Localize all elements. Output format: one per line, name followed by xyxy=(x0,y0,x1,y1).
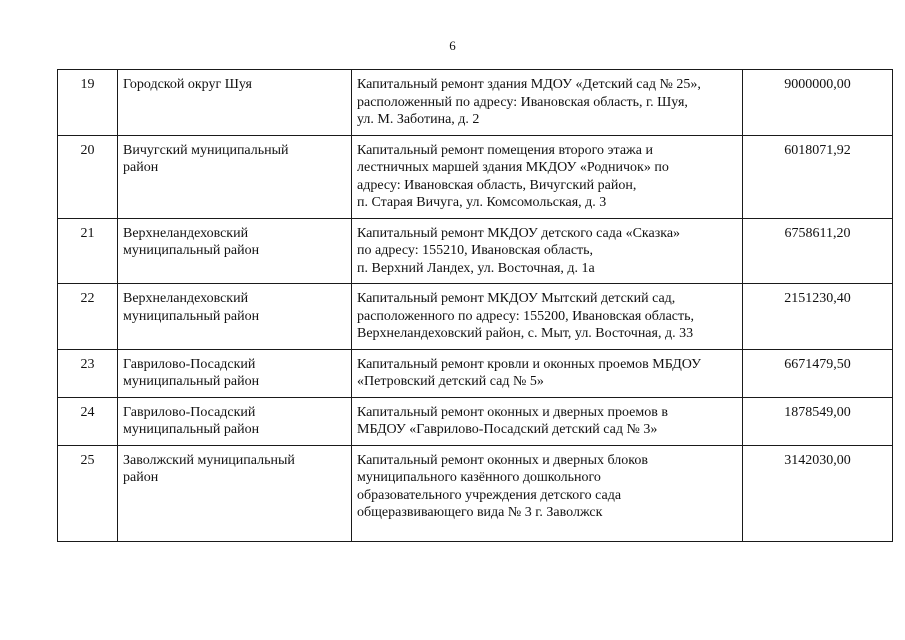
object-line: Капитальный ремонт здания МДОУ «Детский сад № 25», xyxy=(357,77,701,92)
municipality-cell xyxy=(118,218,352,284)
page-number: 6 xyxy=(449,38,456,53)
table-row xyxy=(58,135,893,218)
municipality-line: район xyxy=(123,160,159,175)
row-number: 22 xyxy=(58,284,118,350)
object-line: адресу: Ивановская область, Вичугский район, xyxy=(357,177,637,193)
object-line: Капитальный ремонт оконных и дверных проемов в xyxy=(357,404,668,420)
municipality-line: район xyxy=(123,470,159,485)
municipality-line: Гаврилово-Посадский xyxy=(123,404,256,420)
table-row xyxy=(58,349,893,397)
table-row xyxy=(58,284,893,350)
amount-cell: 3142030,00 xyxy=(743,445,893,541)
object-description-cell xyxy=(352,218,743,284)
row-number: 20 xyxy=(58,135,118,218)
municipality-cell xyxy=(118,70,352,136)
table-row xyxy=(58,70,893,136)
object-line: МБДОУ «Гаврилово-Посадский детский сад № 3» xyxy=(357,422,658,437)
table-row xyxy=(58,397,893,445)
table-row xyxy=(58,445,893,541)
municipality-cell xyxy=(118,397,352,445)
municipality-line: Верхнеландеховский xyxy=(123,225,249,241)
amount-cell: 2151230,40 xyxy=(743,284,893,350)
object-line: Капитальный ремонт МКДОУ Мытский детский сад, xyxy=(357,291,676,306)
amount-cell: 6671479,50 xyxy=(743,349,893,397)
object-line: образовательного учреждения детского сада xyxy=(357,487,622,503)
object-line: п. Верхний Ландех, ул. Восточная, д. 1а xyxy=(357,260,595,276)
municipality-line: Гаврилово-Посадский xyxy=(123,356,256,372)
object-line: «Петровский детский сад № 5» xyxy=(357,374,544,389)
object-line: Капитальный ремонт кровли и оконных проемов МБДОУ xyxy=(357,356,702,372)
object-line: расположенный по адресу: Ивановская область, г. Шуя, xyxy=(357,94,688,110)
amount-cell: 6758611,20 xyxy=(743,218,893,284)
object-description-cell xyxy=(352,70,743,136)
municipality-line: муниципальный район xyxy=(123,374,260,389)
municipality-line: муниципальный район xyxy=(123,422,260,437)
row-number: 19 xyxy=(58,70,118,136)
amount-cell: 9000000,00 xyxy=(743,70,893,136)
municipality-cell xyxy=(118,349,352,397)
object-description-cell xyxy=(352,445,743,541)
object-line: муниципального казённого дошкольного xyxy=(357,470,601,485)
object-line: Капитальный ремонт помещения второго этажа и xyxy=(357,142,653,158)
object-line: Капитальный ремонт оконных и дверных блоков xyxy=(357,452,648,468)
funding-table xyxy=(57,69,893,542)
object-line: п. Старая Вичуга, ул. Комсомольская, д. 3 xyxy=(357,195,607,210)
object-description-cell xyxy=(352,349,743,397)
object-line: по адресу: 155210, Ивановская область, xyxy=(357,243,594,258)
municipality-cell xyxy=(118,445,352,541)
object-line: Капитальный ремонт МКДОУ детского сада «Сказка» xyxy=(357,225,681,241)
object-line: общеразвивающего вида № 3 г. Заволжск xyxy=(357,505,603,520)
municipality-line: Городской округ Шуя xyxy=(123,77,252,92)
object-line: лестничных маршей здания МКДОУ «Родничок» по xyxy=(357,160,669,175)
row-number: 21 xyxy=(58,218,118,284)
object-line: расположенного по адресу: 155200, Ивановская область, xyxy=(357,308,694,324)
municipality-line: Заволжский муниципальный xyxy=(123,452,295,468)
municipality-cell xyxy=(118,284,352,350)
object-line: ул. М. Заботина, д. 2 xyxy=(357,112,480,127)
municipality-line: муниципальный район xyxy=(123,308,260,324)
object-description-cell xyxy=(352,284,743,350)
amount-cell: 6018071,92 xyxy=(743,135,893,218)
amount-cell: 1878549,00 xyxy=(743,397,893,445)
municipality-line: муниципальный район xyxy=(123,243,260,258)
object-description-cell xyxy=(352,397,743,445)
table-row xyxy=(58,218,893,284)
row-number: 23 xyxy=(58,349,118,397)
municipality-line: Верхнеландеховский xyxy=(123,291,249,306)
object-line: Верхнеландеховский район, с. Мыт, ул. Восточная, д. 33 xyxy=(357,326,694,341)
municipality-line: Вичугский муниципальный xyxy=(123,142,289,158)
municipality-cell xyxy=(118,135,352,218)
row-number: 24 xyxy=(58,397,118,445)
object-description-cell xyxy=(352,135,743,218)
row-number: 25 xyxy=(58,445,118,541)
